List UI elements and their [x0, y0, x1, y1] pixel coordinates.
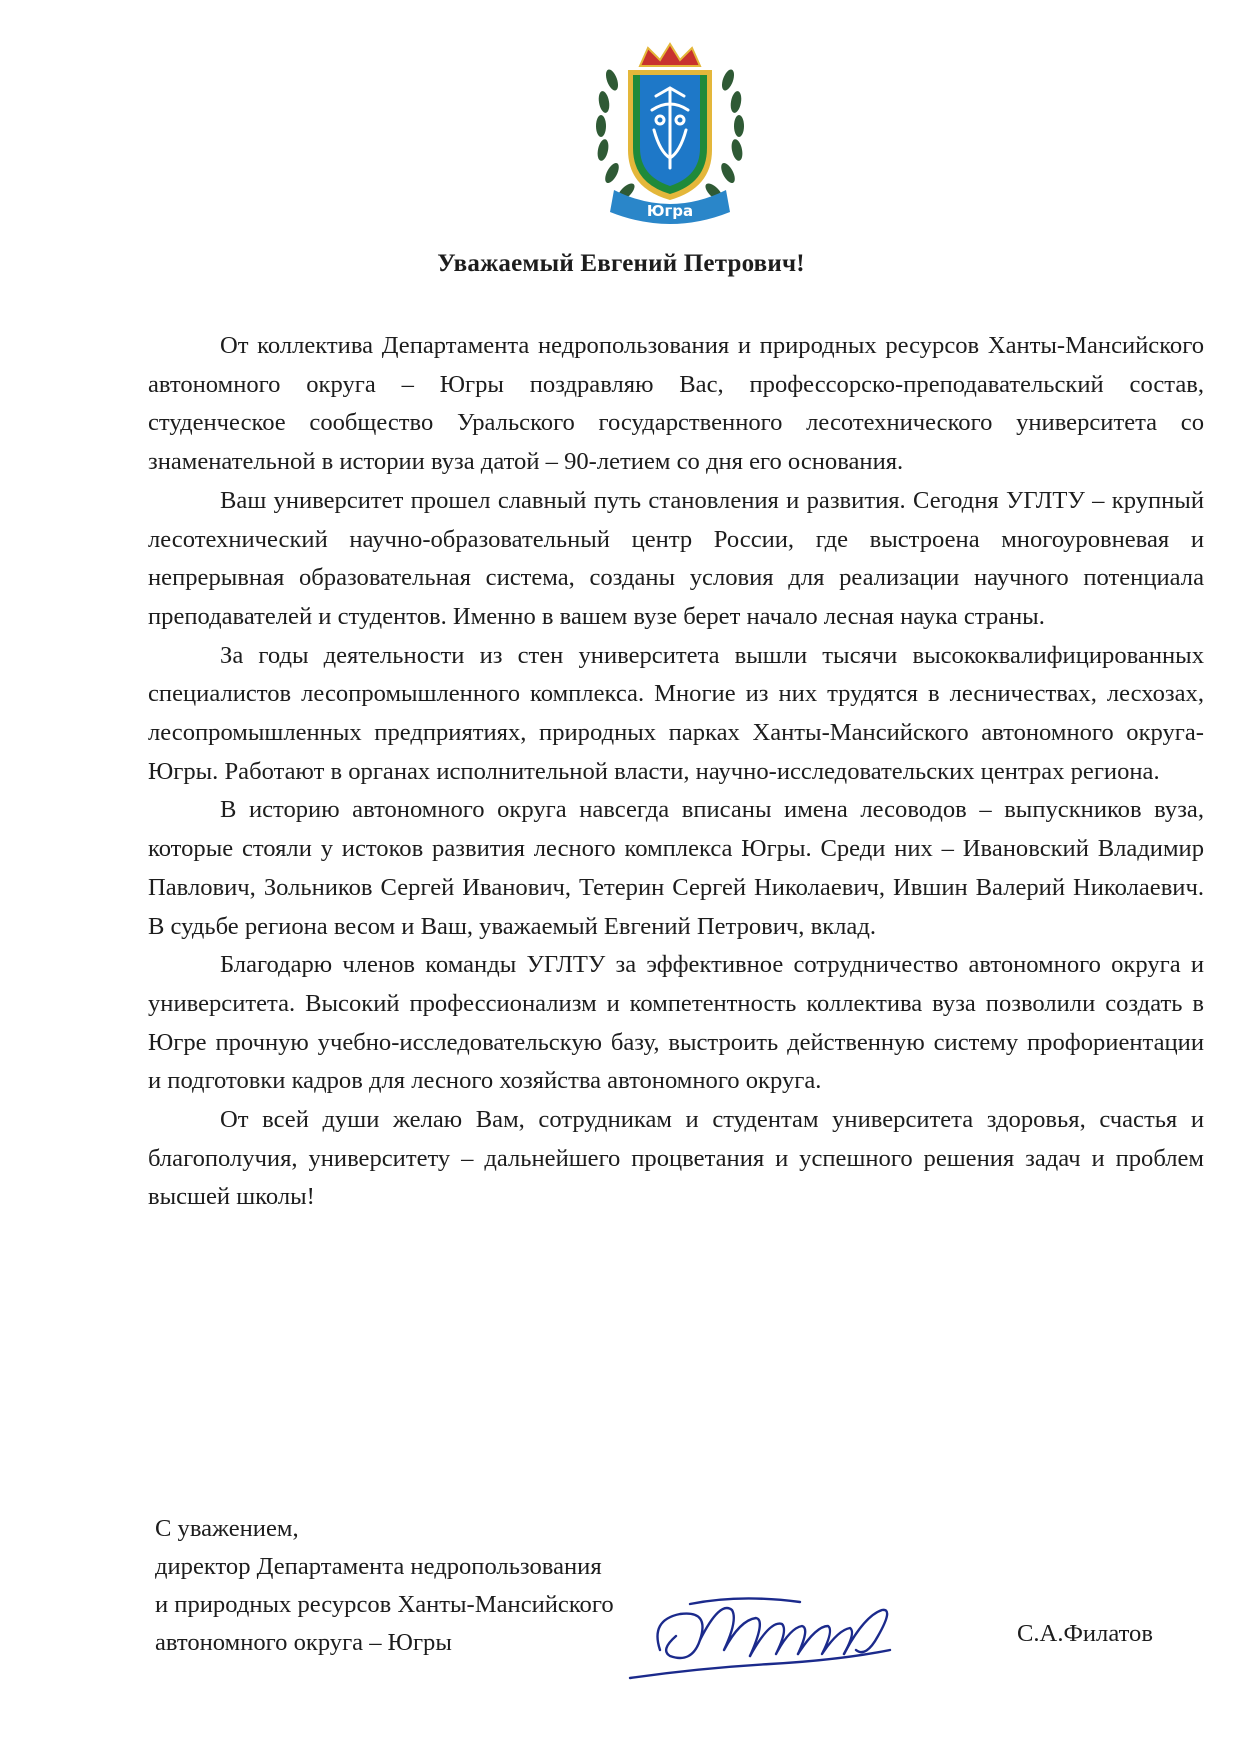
- handwritten-signature: [620, 1580, 950, 1690]
- paragraph: В историю автономного округа навсегда вписаны имена лесоводов – выпускников вуза, которые стояли у истоков развития лесного комплекса Югры. Среди них – Ивановский Владимир Павлович, Зольников Сергей Иванович, Тетерин Сергей Николаевич, Ившин Валерий Николаевич. В судьбе региона весом и Ваш, уважаемый Евгений Петрович, вклад.: [148, 796, 1204, 940]
- signature-block: [155, 1510, 614, 1662]
- paragraph: От всей души желаю Вам, сотрудникам и студентам университета здоровья, счастья и благополучия, университету – дальнейшего процветания и успешного решения задач и проблем высшей школы!: [148, 1106, 1204, 1211]
- signer-title-line: и природных ресурсов Ханты-Мансийского: [155, 1591, 614, 1618]
- closing-line: С уважением,: [155, 1515, 299, 1542]
- yugra-coat-of-arms-icon: [590, 40, 750, 230]
- paragraph: От коллектива Департамента недропользования и природных ресурсов Ханты-Мансийского автономного округа – Югры поздравляю Вас, профессорско-преподавательский состав, студенческое сообщество Уральского государственного лесотехнического университета со знаменательной в истории вуза датой – 90-летием со дня его основания.: [148, 332, 1204, 476]
- signer-title-line: автономного округа – Югры: [155, 1629, 452, 1656]
- greeting-heading: Уважаемый Евгений Петрович!: [437, 250, 805, 277]
- emblem-ribbon-text: Югра: [646, 202, 694, 220]
- signer-title-line: директор Департамента недропользования: [155, 1553, 602, 1580]
- letter-body: [148, 327, 1204, 1217]
- paragraph: За годы деятельности из стен университета вышли тысячи высококвалифицированных специалистов лесопромышленного комплекса. Многие из них трудятся в лесничествах, лесхозах, лесопромышленных предприятиях, природных парках Ханты-Мансийского автономного округа-Югры. Работают в органах исполнительной власти, научно-исследовательских центрах региона.: [148, 641, 1204, 785]
- signer-name: С.А.Филатов: [1017, 1620, 1153, 1647]
- paragraph: Благодарю членов команды УГЛТУ за эффективное сотрудничество автономного округа и университета. Высокий профессионализм и компетентность коллектива вуза позволили создать в Югре прочную учебно-исследовательскую базу, выстроить действенную систему профориентации и подготовки кадров для лесного хозяйства автономного округа.: [148, 951, 1204, 1095]
- paragraph: Ваш университет прошел славный путь становления и развития. Сегодня УГЛТУ – крупный лесотехнический научно-образовательный центр России, где выстроена многоуровневая и непрерывная образовательная система, созданы условия для реализации научного потенциала преподавателей и студентов. Именно в вашем вузе берет начало лесная наука страны.: [148, 486, 1204, 630]
